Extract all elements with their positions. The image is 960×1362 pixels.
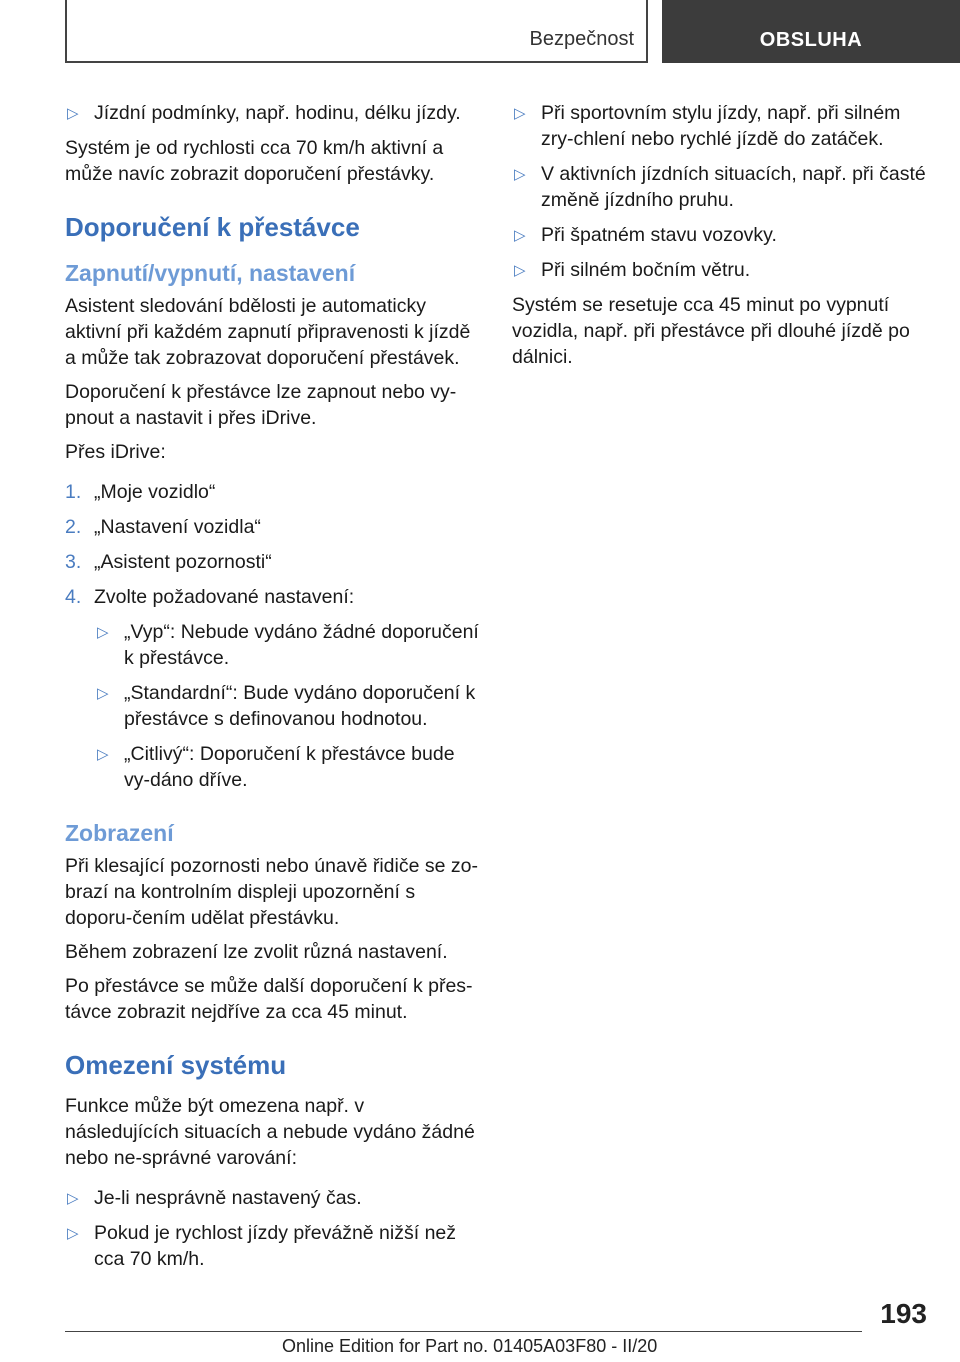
list-item (65, 1220, 480, 1272)
heading-zapnuti: Zapnutí/vypnutí, nastavení (65, 260, 356, 286)
left-column (65, 100, 480, 1281)
header-section-title: Bezpečnost (529, 28, 634, 50)
triangle-bullet-icon: ▷ (97, 746, 109, 763)
footer-divider (65, 1331, 862, 1332)
list-item (95, 619, 480, 671)
step-item (65, 549, 480, 575)
triangle-bullet-icon: ▷ (514, 262, 526, 279)
triangle-bullet-icon: ▷ (514, 227, 526, 244)
list-item (512, 161, 932, 213)
step-number: 4. (65, 586, 82, 608)
heading-omezeni: Omezení systému (65, 1050, 287, 1080)
list-item-text: „Vyp“: Nebude vydáno žádné doporučení k přestávce. (124, 621, 479, 669)
triangle-bullet-icon: ▷ (67, 1190, 79, 1207)
paragraph: Funkce může být omezena např. v následujících situacích a nebude vydáno žádné nebo ne-správné varování: (65, 1095, 475, 1169)
list-item (95, 680, 480, 732)
list-item (65, 1185, 480, 1211)
heading-doporuceni: Doporučení k přestávce (65, 212, 360, 242)
list-item-text: Při sportovním stylu jízdy, např. při silném zry-chlení nebo rychlé jízdě do zatáček. (541, 102, 901, 150)
list-item-text: Je-li nesprávně nastavený čas. (94, 1187, 362, 1209)
step-number: 2. (65, 516, 82, 538)
list-item (65, 100, 480, 126)
list-item-text: „Standardní“: Bude vydáno doporučení k přestávce s definovanou hodnotou. (124, 682, 476, 730)
header-chapter-tab: OBSLUHA (662, 0, 960, 63)
step-item (65, 584, 480, 610)
footer-edition: Online Edition for Part no. 01405A03F80 - II/20 (282, 1336, 658, 1356)
paragraph: Systém je od rychlosti cca 70 km/h aktivní a může navíc zobrazit doporučení přestávky. (65, 137, 444, 185)
list-item-text: V aktivních jízdních situacích, např. při časté změně jízdního pruhu. (541, 163, 926, 211)
triangle-bullet-icon: ▷ (67, 105, 79, 122)
list-item (512, 222, 932, 248)
right-column (512, 100, 932, 378)
step-text: „Asistent pozornosti“ (94, 551, 272, 573)
step-item (65, 514, 480, 540)
step-item (65, 479, 480, 505)
paragraph: Přes iDrive: (65, 441, 166, 463)
page-number: 193 (880, 1298, 927, 1329)
triangle-bullet-icon: ▷ (97, 685, 109, 702)
list-item-text: Jízdní podmínky, např. hodinu, délku jízdy. (94, 102, 461, 124)
list-item-text: Při špatném stavu vozovky. (541, 224, 777, 246)
step-text: Zvolte požadované nastavení: (94, 586, 355, 608)
list-item (512, 100, 932, 152)
list-item-text: „Citlivý“: Doporučení k přestávce bude vy-dáno dříve. (124, 743, 455, 791)
paragraph: Během zobrazení lze zvolit různá nastavení. (65, 941, 448, 963)
step-text: „Nastavení vozidla“ (94, 516, 261, 538)
paragraph: Asistent sledování bdělosti je automaticky aktivní při každém zapnutí připravenosti k jízdě a může tak zobrazovat doporučení přestávek. (65, 295, 471, 369)
list-item (95, 741, 480, 793)
list-item-text: Při silném bočním větru. (541, 259, 751, 281)
paragraph: Doporučení k přestávce lze zapnout nebo vy-pnout a nastavit i přes iDrive. (65, 381, 457, 429)
list-item (512, 257, 932, 283)
heading-zobrazeni: Zobrazení (65, 820, 174, 846)
paragraph: Po přestávce se může další doporučení k přes-távce zobrazit nejdříve za cca 45 minut. (65, 975, 473, 1023)
paragraph: Při klesající pozornosti nebo únavě řidiče se zo-brazí na kontrolním displeji upozornění s doporu-čením udělat přestávku. (65, 855, 478, 929)
step-number: 1. (65, 481, 82, 503)
paragraph: Systém se resetuje cca 45 minut po vypnutí vozidla, např. při přestávce při dlouhé jízdě po dálnici. (512, 294, 910, 368)
step-text: „Moje vozidlo“ (94, 481, 216, 503)
triangle-bullet-icon: ▷ (67, 1225, 79, 1242)
step-number: 3. (65, 551, 82, 573)
triangle-bullet-icon: ▷ (514, 105, 526, 122)
triangle-bullet-icon: ▷ (514, 166, 526, 183)
triangle-bullet-icon: ▷ (97, 624, 109, 641)
list-item-text: Pokud je rychlost jízdy převážně nižší než cca 70 km/h. (94, 1222, 457, 1270)
